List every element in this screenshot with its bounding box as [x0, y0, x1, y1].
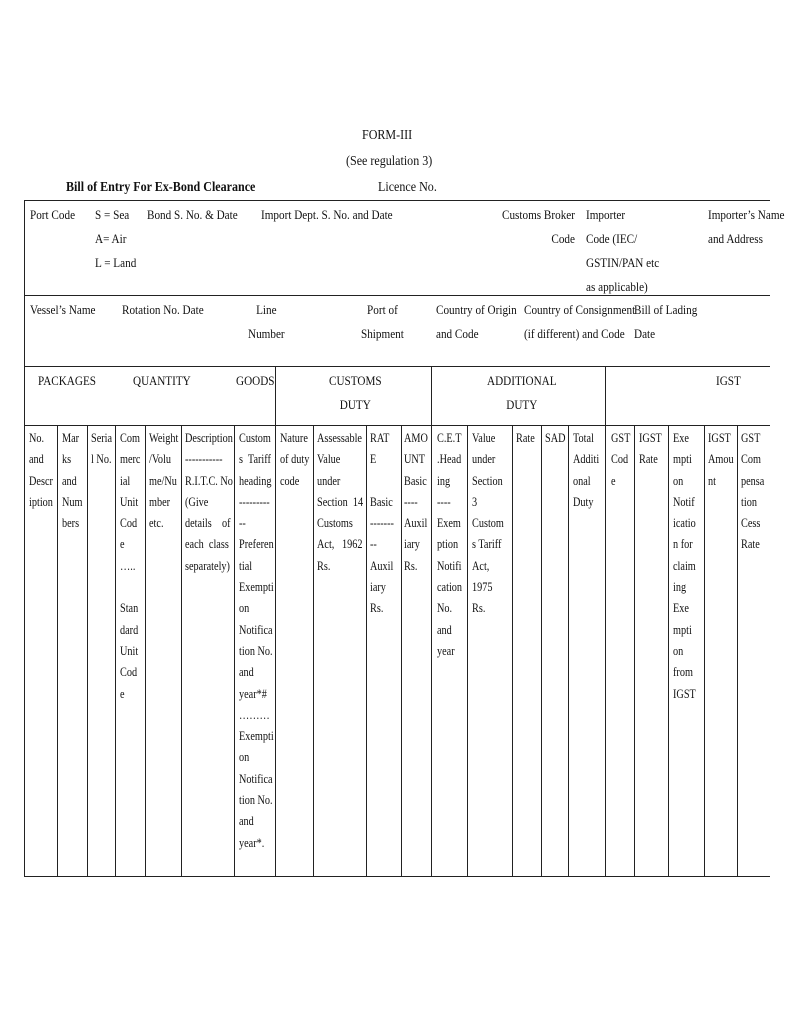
form-title: FORM-III: [362, 128, 413, 143]
group-quantity: QUANTITY: [133, 373, 191, 388]
column-header: Rate: [516, 431, 535, 445]
group-packages: PACKAGES: [38, 373, 96, 388]
rotation-number-date-label: Rotation No. Date: [122, 302, 204, 317]
group-additional-duty: ADDITIONAL DUTY: [487, 373, 557, 412]
group-goods: GOODS: [236, 373, 275, 388]
importer-name-address-label: Importer’s Name and Address: [708, 207, 785, 246]
port-of-shipment-label: Port of Shipment: [361, 302, 404, 341]
bond-number-date-label: Bond S. No. & Date: [147, 207, 238, 222]
column-header: Total Additi onal Duty: [573, 431, 600, 509]
column-header: Value under Section 3 Custom s Tariff Act, 1975 Rs.: [472, 431, 504, 616]
column-header: Com merc ial Unit Cod e ….. Stan dard Unit Cod e: [120, 431, 141, 701]
line-number-label: Line Number: [248, 302, 285, 341]
column-header: Mar ks and Num bers: [62, 431, 83, 531]
column-header: IGST Rate: [639, 431, 662, 467]
import-dept-number-label: Import Dept. S. No. and Date: [261, 207, 393, 222]
column-header: RAT E Basic ------- -- Auxil iary Rs.: [370, 431, 394, 616]
bill-of-lading-date-label: Bill of Lading Date: [634, 302, 698, 341]
column-header: IGST Amou nt: [708, 431, 734, 488]
regulation-reference: (See regulation 3): [346, 154, 433, 169]
column-header: AMO UNT Basic ---- Auxil iary Rs.: [404, 431, 428, 573]
country-of-origin-label: Country of Origin and Code: [436, 302, 517, 341]
group-igst: IGST: [716, 373, 741, 388]
column-header: Description ----------- R.I.T.C. No (Give details of each class separately): [185, 431, 233, 573]
importer-code-label: Importer Code (IEC/ GSTIN/PAN etc as applicable): [586, 207, 660, 294]
customs-broker-code-label: Customs Broker Code: [502, 207, 575, 246]
column-header: C.E.T .Head ing ---- Exem ption Notifi cation No. and year: [437, 431, 463, 658]
transport-mode-legend: S = Sea A= Air L = Land: [95, 207, 137, 270]
country-of-consignment-label: Country of Consignment (if different) and Code: [524, 302, 636, 341]
port-code-label: Port Code: [30, 207, 76, 222]
vessel-name-label: Vessel’s Name: [30, 302, 96, 317]
column-header: No. and Descr iption: [29, 431, 53, 509]
document-title: Bill of Entry For Ex-Bond Clearance: [66, 180, 256, 195]
column-header: Seria l No.: [91, 431, 113, 467]
column-header: Weight /Volu me/Nu mber etc.: [149, 431, 179, 531]
group-customs-duty: CUSTOMS DUTY: [329, 373, 382, 412]
column-header: Assessable Value under Section 14 Customs Act, 1962 Rs.: [317, 431, 364, 573]
licence-number-label: Licence No.: [378, 180, 437, 195]
column-header: Custom s Tariff heading --------- -- Preferen tial Exempti on Notifica tion No. and year*# ……… Exempti on Notifica tion No. and year*.: [239, 431, 274, 850]
column-header: GST Com pensa tion Cess Rate: [741, 431, 765, 552]
column-header: GST Cod e: [611, 431, 631, 488]
column-header: Exe mpti on Notif icatio n for claim ing Exe mpti on from IGST: [673, 431, 696, 701]
column-header: SAD: [545, 431, 566, 445]
column-header: Nature of duty code: [280, 431, 310, 488]
